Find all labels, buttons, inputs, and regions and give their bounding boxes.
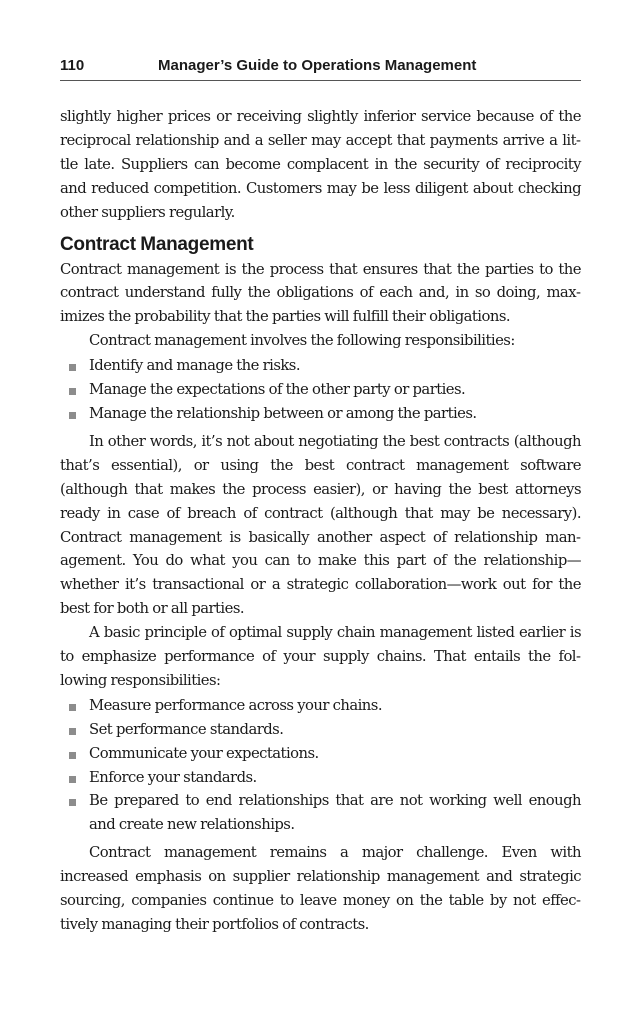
list-item-text: Manage the relationship between or among the parties.	[89, 404, 477, 422]
square-bullet-icon	[69, 704, 76, 711]
list-item-text: Measure performance across your chains.	[89, 696, 382, 714]
list-item	[60, 354, 581, 378]
square-bullet-icon	[69, 752, 76, 759]
square-bullet-icon	[69, 364, 76, 371]
list-item-text: Set performance standards.	[89, 720, 284, 738]
paragraph-intro: Contract management is the process that ensures that the parties to the contract understand fully the obligations of each and, in so doing, maximizes the probability that the parties will fulfill their obligations.	[60, 260, 581, 326]
list-item-text: Identify and manage the risks.	[89, 357, 300, 375]
square-bullet-icon	[69, 799, 76, 806]
paragraph-continued: slightly higher prices or receiving slightly inferior service because of the reciprocal relationship and a seller may accept that payments arrive a little late. Suppliers can become complacent in the security of reciprocity and reduced competition. Customers may be less diligent about checking other suppliers regularly.	[60, 108, 581, 221]
running-header	[60, 56, 581, 81]
list-item	[60, 718, 581, 742]
list-item-text: Be prepared to end relationships that are not working well enough and create new relationships.	[89, 792, 581, 834]
performance-list	[60, 694, 581, 837]
list-item	[60, 766, 581, 790]
square-bullet-icon	[69, 728, 76, 735]
list-item	[60, 378, 581, 402]
list-item-text: Communicate your expectations.	[89, 744, 319, 762]
paragraph-challenge: Contract management remains a major challenge. Even with increased emphasis on supplier relationship management and strategic sourcing, companies continue to leave money on the table by not effectively managing their portfolios of contracts.	[60, 844, 581, 933]
square-bullet-icon	[69, 388, 76, 395]
list-item-text: Enforce your standards.	[89, 768, 257, 786]
section-heading: Contract Management	[60, 233, 254, 255]
list-item	[60, 789, 581, 837]
square-bullet-icon	[69, 412, 76, 419]
body-text	[60, 105, 581, 937]
list-item	[60, 742, 581, 766]
paragraph-other-words: In other words, it’s not about negotiating the best contracts (although that’s essential), or using the best contract management software (although that makes the process easier), or having the best attorneys ready in case of breach of contract (although that may be necessary). Contract management is basically another aspect of relationship management. You do what you can to make this part of the relationship— whether it’s transactional or a strategic collaboration—work out for the best for both or all parties.	[60, 432, 581, 618]
list-item-text: Manage the expectations of the other party or parties.	[89, 381, 466, 399]
book-page	[60, 56, 581, 937]
paragraph-involves: Contract management involves the following responsibilities:	[89, 332, 515, 350]
paragraph-principle: A basic principle of optimal supply chain management listed earlier is to emphasize performance of your supply chains. That entails the following responsibilities:	[60, 624, 581, 689]
page-number: 110	[60, 57, 85, 74]
list-item	[60, 402, 581, 426]
book-title: Manager’s Guide to Operations Management	[158, 57, 477, 74]
list-item	[60, 694, 581, 718]
square-bullet-icon	[69, 776, 76, 783]
responsibilities-list	[60, 354, 581, 426]
